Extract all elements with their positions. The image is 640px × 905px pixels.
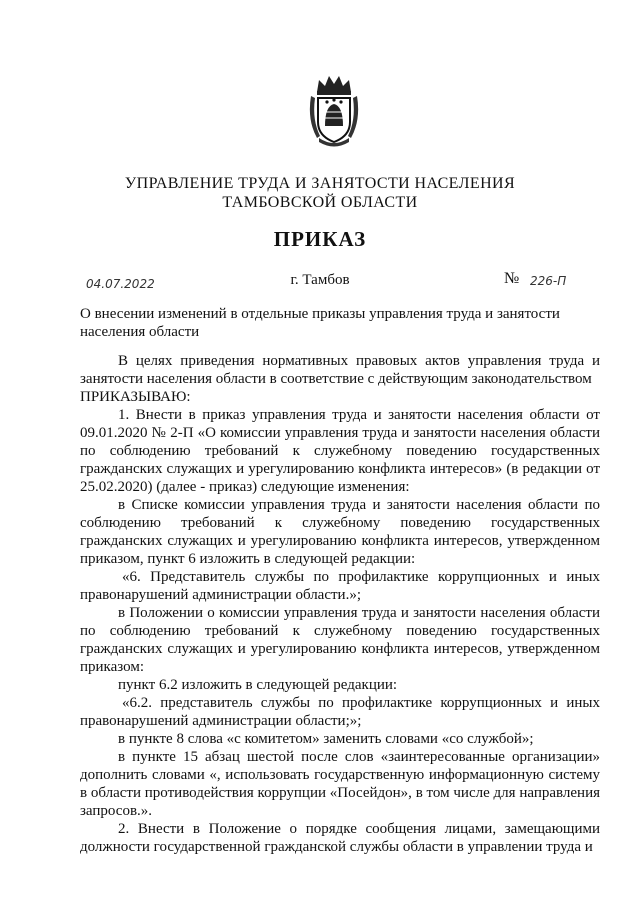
document-number: 226-П <box>530 274 567 288</box>
clause-15-paragraph: в пункте 15 абзац шестой после слов «заинтересованные организации» дополнить словами «, использовать государственную информационную систему в области противодействия коррупции «Посейдон», в том числе для направления запросов.». <box>80 749 600 819</box>
item-2-paragraph: 2. Внести в Положение о порядке сообщения лицами, замещающими должности государственной гражданской службы области в управлении труда и <box>80 821 600 855</box>
document-number-label: № <box>504 270 520 287</box>
clause-8-paragraph: в пункте 8 слова «с комитетом» заменить словами «со службой»; <box>118 731 534 747</box>
regulation-amendment-paragraph: в Положении о комиссии управления труда и занятости населения области по соблюдению требований к служебному поведению государственных гражданских служащих и урегулированию конфликта интересов, утвержденном приказом: <box>80 605 600 675</box>
tambov-region-coat-of-arms-icon <box>305 72 363 148</box>
document-body <box>80 352 600 856</box>
document-date: 04.07.2022 <box>86 277 155 291</box>
quoted-item-6-paragraph: «6. Представитель службы по профилактике коррупционных и иных правонарушений администрации области.»; <box>80 569 600 603</box>
order-directive: ПРИКАЗЫВАЮ: <box>80 389 191 405</box>
document-city: г. Тамбов <box>290 272 350 288</box>
quoted-clause-6-2-paragraph: «6.2. представитель службы по профилактике коррупционных и иных правонарушений администрации области;»; <box>80 695 600 729</box>
list-amendment-paragraph: в Списке комиссии управления труда и занятости населения области по соблюдению требований к служебному поведению государственных гражданских служащих и урегулированию конфликта интересов, утвержденном приказом, пункт 6 изложить в следующей редакции: <box>80 497 600 567</box>
item-1-paragraph: 1. Внести в приказ управления труда и занятости населения области от 09.01.2020 № 2-П «О комиссии управления труда и занятости населения области по соблюдению требований к служебному поведению государственных гражданских служащих и урегулированию конфликта интересов» (в редакции от 25.02.2020) (далее - приказ) следующие изменения: <box>80 407 600 495</box>
organization-name-line1: УПРАВЛЕНИЕ ТРУДА И ЗАНЯТОСТИ НАСЕЛЕНИЯ <box>124 175 516 192</box>
preamble-paragraph: В целях приведения нормативных правовых актов управления труда и занятости населения области в соответствие с действующим законодательством <box>80 353 600 387</box>
clause-6-2-intro-paragraph: пункт 6.2 изложить в следующей редакции: <box>118 677 398 693</box>
document-subject: О внесении изменений в отдельные приказы управления труда и занятости населения области <box>80 306 560 340</box>
document-type-title: ПРИКАЗ <box>273 227 367 251</box>
organization-name-line2: ТАМБОВСКОЙ ОБЛАСТИ <box>222 194 418 211</box>
